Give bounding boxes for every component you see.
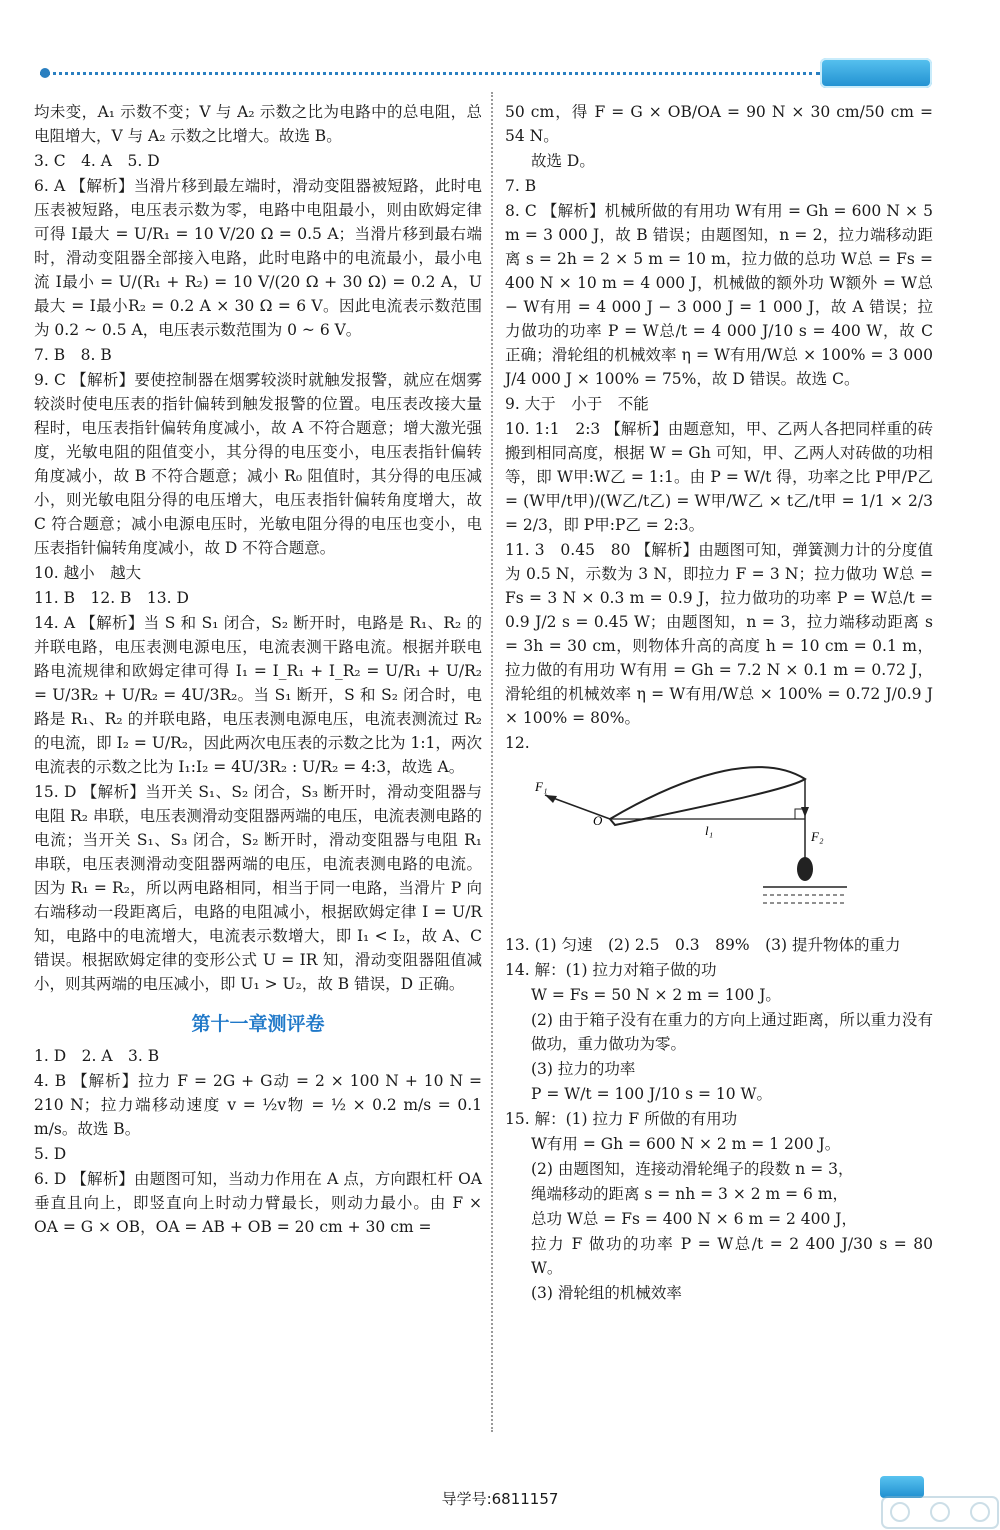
answer-paragraph: 拉力 F 做功的功率 P = W总/t = 2 400 J/30 s = 80 W。 xyxy=(531,1235,933,1277)
answer-paragraph: 5. D xyxy=(34,1145,67,1163)
answer-paragraph: 14. 解：(1) 拉力对箱子做的功 xyxy=(505,961,717,979)
answer-paragraph: 1. D 2. A 3. B xyxy=(34,1047,160,1065)
answer-paragraph: 8. C 【解析】机械所做的有用功 W有用 = Gh = 600 N × 5 m = 3 000 J，故 B 错误；由题图知，n = 2，拉力端移动距离 s = 2h = 2 × 5 m = 10 m，拉力做的总功 W总 = Fs = 400 N × 10 m = 4 000 J，机械做的额外功 W额外 = W总 − W有用 = 4 000 J − 3 000 J = 1 000 J，故 A 错误；拉力做功的功率 P = W总/t = 4 000 J/10 s = 400 W，故 C 正确；滑轮组的机械效率 η = W有用/W总 × 100% = 3 000 J/4 000 J × 100% = 75%，故 D 错误。故选 C。 xyxy=(505,202,933,388)
answer-paragraph: (3) 滑轮组的机械效率 xyxy=(531,1284,682,1302)
answer-paragraph: 4. B 【解析】拉力 F = 2G + G动 = 2 × 100 N + 10 N = 210 N；拉力端移动速度 v = ½v物 = ½ × 0.2 m/s = 0.1 m/s。故选 B。 xyxy=(34,1072,482,1138)
page-footer: 导学号:6811157 xyxy=(441,1490,559,1508)
watermark-logo xyxy=(880,1495,1000,1530)
answer-paragraph: 9. C 【解析】要使控制器在烟雾较淡时就触发报警，就应在烟雾较淡时使电压表的指针偏转到触发报警的位置。电压表改接大量程时，电压表指针偏转角度减小，故 A 不符合题意；增大激光强度，光敏电阻的阻值变小，其分得的电压变小，电压表指针偏转角度减小，故 B 不符合题意；减小 R₀ 阻值时，其分得的电压减小，则光敏电阻分得的电压增大，电压表指针偏转角度增大，故 C 符合题意；减小电源电压时，光敏电阻分得的电压也变小，电压表指针偏转角度减小，故 D 不符合题意。 xyxy=(34,371,482,557)
fish-icon xyxy=(797,857,813,881)
answer-paragraph: (2) 由题图知，连接动滑轮绳子的段数 n = 3， xyxy=(531,1160,854,1178)
fishing-rod-shape xyxy=(610,767,805,825)
answer-paragraph: 7. B xyxy=(505,177,537,195)
answer-paragraph: 6. D 【解析】由题图可知，当动力作用在 A 点，方向跟杠杆 OA 垂直且向上，即竖直向上时动力臂最长，则动力最小。由 F × OA = G × OB，OA = AB + OB = 20 cm + 30 cm = xyxy=(34,1170,482,1236)
answer-paragraph: P = W/t = 100 J/10 s = 10 W。 xyxy=(531,1085,772,1103)
answer-paragraph: 15. D 【解析】当开关 S₁、S₂ 闭合，S₃ 断开时，滑动变阻器与电阻 R₂ 串联，电压表测滑动变阻器两端的电压，电流表测电路的电流；当开关 S₁、S₃ 闭合，S₂ 断开时，滑动变阻器与电阻 R₁ 串联，电压表测滑动变阻器两端的电压，电流表测电路的电流。因为 R₁ = R₂，所以两电路相同，相当于同一电路，当滑片 P 向右端移动一段距离后，电路的电阻减小，根据欧姆定律 I = U/R 知，电路中的电流增大，电流表示数增大，即 I₁ < I₂，故 A、C 错误。根据欧姆定律的变形公式 U = IR 知，滑动变阻器阻值减小，则其两端的电压减小，即 U₁ > U₂，故 B 错误，D 正确。 xyxy=(34,783,482,993)
header-dotted-line xyxy=(40,72,820,75)
answer-paragraph: 9. 大于 小于 不能 xyxy=(505,395,649,413)
answer-paragraph: 11. B 12. B 13. D xyxy=(34,589,189,607)
answer-paragraph: 15. 解：(1) 拉力 F 所做的有用功 xyxy=(505,1110,738,1128)
left-column xyxy=(34,100,482,1240)
answer-paragraph: 总功 W总 = Fs = 400 N × 6 m = 2 400 J， xyxy=(531,1210,858,1228)
answer-paragraph: (2) 由于箱子没有在重力的方向上通过距离，所以重力没有做功，重力做功为零。 xyxy=(531,1011,933,1053)
answer-paragraph: 6. A 【解析】当滑片移到最左端时，滑动变阻器被短路，此时电压表被短路，电压表示数为零，电路中电阻最小，则由欧姆定律可得 I最大 = U/R₁ = 10 V/20 Ω = 0.5 A；当滑片移到最右端时，滑动变阻器全部接入电路，此时电路中的电流最小，最小电流 I最小 = U/(R₁ + R₂) = 10 V/(20 Ω + 30 Ω) = 0.2 A，U最大 = I最小R₂ = 0.2 A × 30 Ω = 6 V。因此电流表示数范围为 0.2 ~ 0.5 A，电压表示数范围为 0 ~ 6 V。 xyxy=(34,177,482,339)
answer-paragraph: 10. 1:1 2:3 【解析】由题意知，甲、乙两人各把同样重的砖搬到相同高度，根据 W = Gh 可知，甲、乙两人对砖做的功相等，即 W甲:W乙 = 1:1。由 P = W/t 得，功率之比 P甲/P乙 = (W甲/t甲)/(W乙/t乙) = W甲/W乙 × t乙/t甲 = 1/1 × 2/3 = 2/3，即 P甲:P乙 = 2:3。 xyxy=(505,420,933,534)
label-f1: F₁ xyxy=(535,779,548,794)
label-l1: l₁ xyxy=(705,823,714,838)
lever-diagram xyxy=(505,759,933,924)
answer-paragraph: 12. xyxy=(505,734,530,752)
answer-paragraph: 绳端移动的距离 s = nh = 3 × 2 m = 6 m， xyxy=(531,1185,849,1203)
right-column xyxy=(505,100,933,1306)
answer-paragraph: 11. 3 0.45 80 【解析】由题图可知，弹簧测力计的分度值为 0.5 N，示数为 3 N，即拉力 F = 3 N；拉力做功 W总 = Fs = 3 N × 0.3 m = 0.9 J，拉力做功的功率 P = W总/t = 0.9 J/2 s = 0.45 W；由题图知，n = 3，拉力端移动距离 s = 3h = 30 cm，则物体升高的高度 h = 10 cm = 0.1 m，拉力做的有用功 W有用 = Gh = 7.2 N × 0.1 m = 0.72 J，滑轮组的机械效率 η = W有用/W总 × 100% = 0.72 J/0.9 J × 100% = 80%。 xyxy=(505,541,933,727)
arrowhead-icon xyxy=(545,795,557,803)
answer-paragraph: 均未变，A₁ 示数不变；V 与 A₂ 示数之比为电路中的总电阻，总电阻增大，V 与 A₂ 示数之比增大。故选 B。 xyxy=(34,103,482,145)
answer-paragraph: (3) 拉力的功率 xyxy=(531,1060,636,1078)
answer-paragraph: 13. (1) 匀速 (2) 2.5 0.3 89% (3) 提升物体的重力 xyxy=(505,936,901,954)
answer-paragraph: 故选 D。 xyxy=(531,152,595,170)
answer-paragraph: W有用 = Gh = 600 N × 2 m = 1 200 J。 xyxy=(531,1135,841,1153)
answer-paragraph: 10. 越小 越大 xyxy=(34,564,142,582)
answer-paragraph: 3. C 4. A 5. D xyxy=(34,152,160,170)
lever-figure xyxy=(505,759,933,931)
answer-paragraph: 14. A 【解析】当 S 和 S₁ 闭合，S₂ 断开时，电路是 R₁、R₂ 的并联电路，电压表测电源电压，电流表测干路电流。根据并联电路电流规律和欧姆定律可得 I₁ = I_R₁ + I_R₂ = U/R₁ + U/R₂ = U/3R₂ + U/R₂ = 4U/3R₂。当 S₁ 断开，S 和 S₂ 闭合时，电路是 R₁、R₂ 的并联电路，电压表测电源电压，电流表测流过 R₂ 的电流，即 I₂ = U/R₂，因此两次电压表的示数之比为 1:1，两次电流表的示数之比为 I₁:I₂ = 4U/3R₂ : U/R₂ = 4:3，故选 A。 xyxy=(34,614,482,776)
label-f2: F₂ xyxy=(811,829,824,844)
header-badge xyxy=(820,58,932,88)
column-divider xyxy=(491,92,493,1432)
answer-paragraph: W = Fs = 50 N × 2 m = 100 J。 xyxy=(531,986,781,1004)
chapter-title: 第十一章测评卷 xyxy=(191,1013,325,1035)
answer-paragraph: 7. B 8. B xyxy=(34,346,112,364)
answer-paragraph: 50 cm，得 F = G × OB/OA = 90 N × 30 cm/50 cm = 54 N。 xyxy=(505,103,933,145)
label-o: O xyxy=(593,813,603,828)
